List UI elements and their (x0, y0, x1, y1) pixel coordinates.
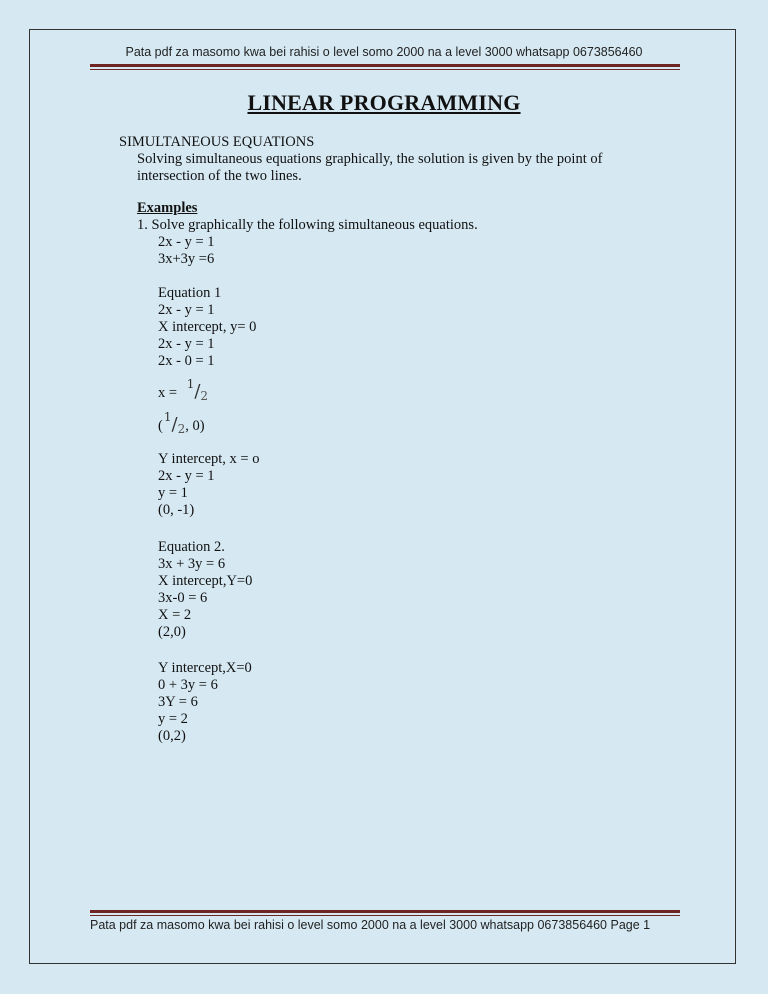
intro-line-2: intersection of the two lines. (137, 168, 302, 184)
working-line: 0 + 3y = 6 (158, 677, 218, 693)
working-line: 2x - y = 1 (158, 468, 215, 484)
intro-line-1: Solving simultaneous equations graphically, the solution is given by the point of (137, 151, 603, 167)
working-line: X intercept,Y=0 (158, 573, 253, 589)
fraction-numerator: 1 (163, 410, 172, 424)
equation-1-heading: Equation 1 (158, 285, 222, 301)
fraction-numerator: 1 (186, 377, 195, 391)
header-rule-thick (90, 64, 680, 67)
equation-line: 3x+3y =6 (158, 251, 215, 267)
page-header: Pata pdf za masomo kwa bei rahisi o level somo 2000 na a level 3000 whatsapp 0673856460 (125, 45, 643, 59)
equation-2-heading: Equation 2. (158, 539, 225, 555)
working-line: X intercept, y= 0 (158, 319, 257, 335)
working-line: y = 2 (158, 711, 188, 727)
working-line: (2,0) (158, 624, 186, 640)
x-intercept-point (158, 410, 205, 436)
equation-line: 2x - y = 1 (158, 234, 215, 250)
working-line: X = 2 (158, 607, 192, 623)
working-line: (0, -1) (158, 502, 195, 518)
working-line: 2x - 0 = 1 (158, 353, 215, 369)
page-title: LINEAR PROGRAMMING (247, 90, 521, 115)
fraction-one-half: 1/2 (186, 377, 209, 403)
examples-heading: Examples (137, 200, 198, 216)
working-line: y = 1 (158, 485, 188, 501)
x-equals-label: x = (158, 385, 178, 401)
working-line: Y intercept, x = o (158, 451, 260, 467)
working-line: 3x-0 = 6 (158, 590, 208, 606)
fraction-denominator: 2 (200, 389, 209, 403)
page-border (29, 29, 736, 964)
working-line: 3x + 3y = 6 (158, 556, 226, 572)
header-rule-thin (90, 69, 680, 70)
page-footer: Pata pdf za masomo kwa bei rahisi o level somo 2000 na a level 3000 whatsapp 0673856460 Page 1 (90, 918, 651, 932)
working-line: (0,2) (158, 728, 186, 744)
working-line: 3Y = 6 (158, 694, 198, 710)
example-1-prompt: 1. Solve graphically the following simultaneous equations. (137, 217, 478, 233)
point-close: , 0) (185, 418, 205, 434)
fraction-one-half: 1/2 (163, 410, 186, 436)
point-open-paren: ( (158, 418, 163, 434)
section-heading: SIMULTANEOUS EQUATIONS (119, 134, 315, 150)
footer-rule-thick (90, 910, 680, 913)
working-line: Y intercept,X=0 (158, 660, 252, 676)
working-line: 2x - y = 1 (158, 336, 215, 352)
working-line: 2x - y = 1 (158, 302, 215, 318)
footer-rule-thin (90, 915, 680, 916)
x-solution (158, 377, 209, 403)
fraction-denominator: 2 (177, 422, 186, 436)
